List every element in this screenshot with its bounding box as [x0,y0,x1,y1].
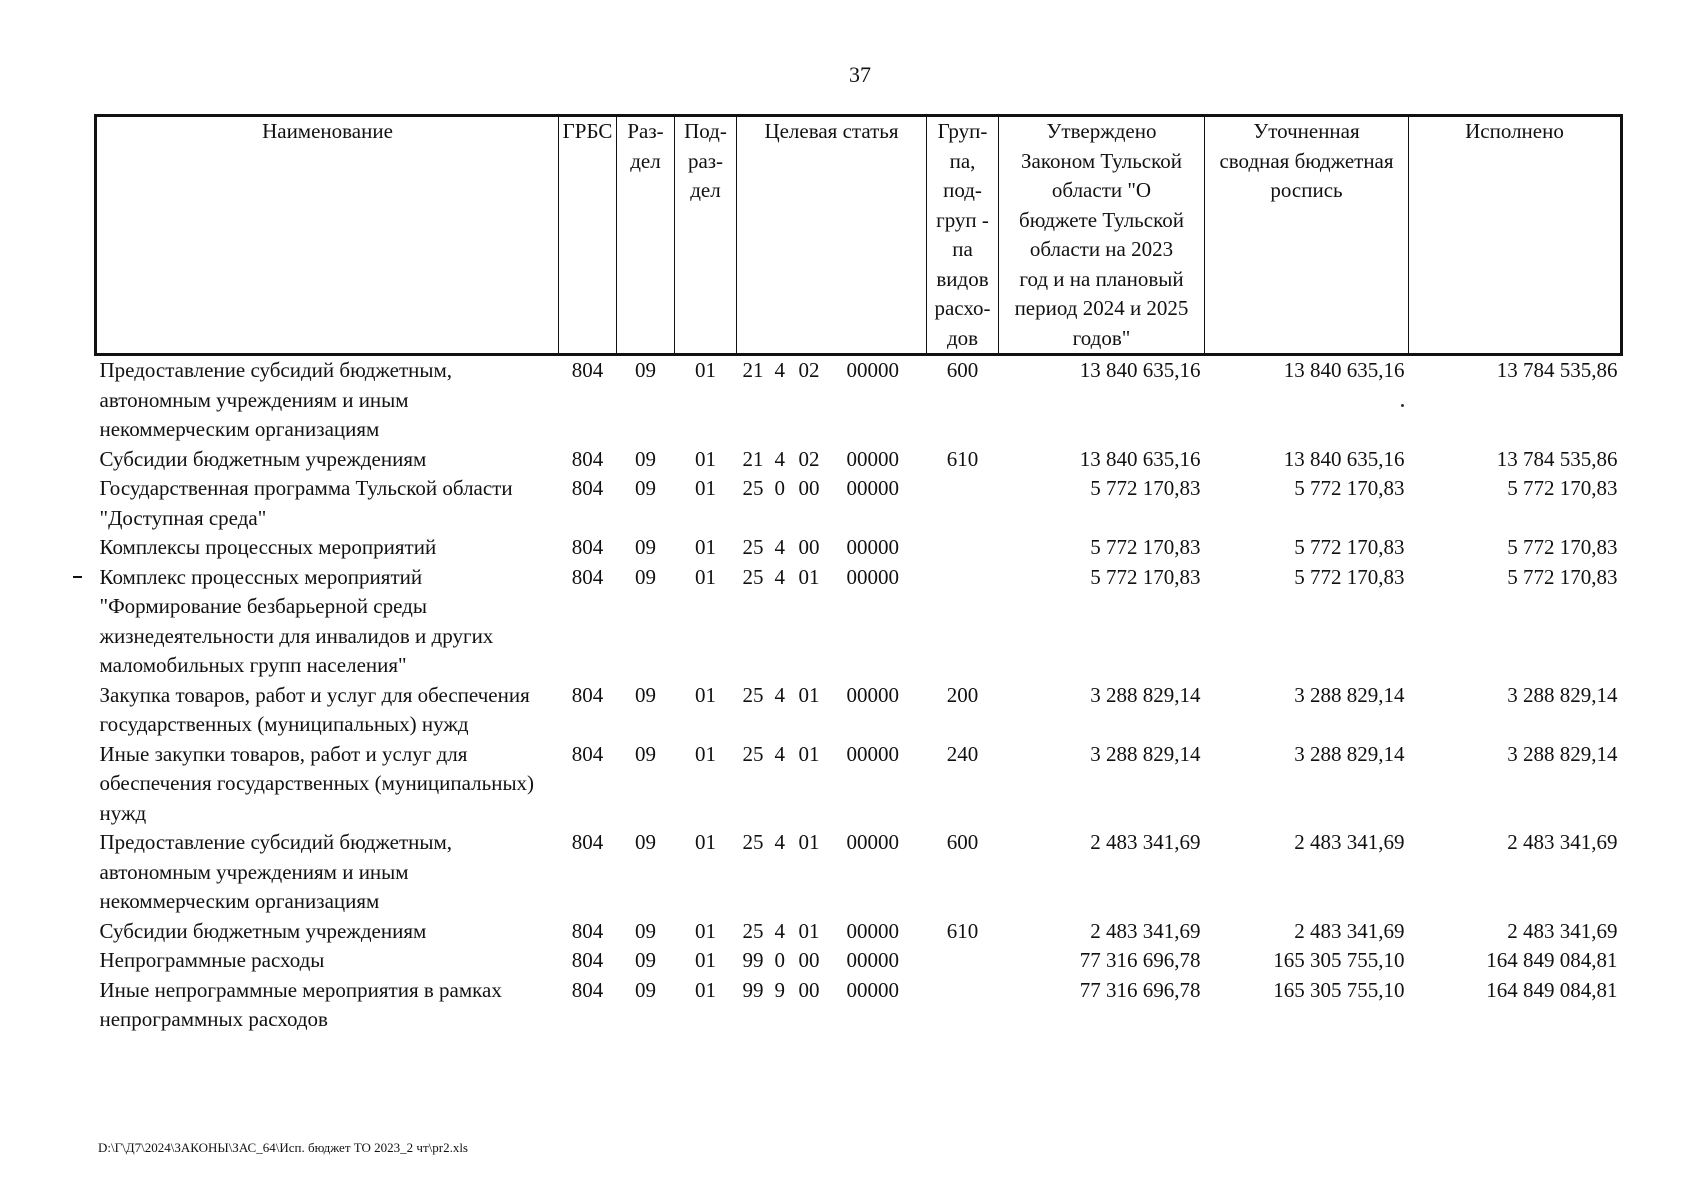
row-target-code [737,533,927,563]
target-code-part: 99 [742,977,764,1002]
target-code-part: 00000 [846,741,899,766]
target-code-part: 00 [798,535,820,559]
row-grbs: 804 [571,476,604,500]
table-row [96,681,1622,740]
row-group [927,976,999,1035]
row-podrazdel: 01 [695,476,716,500]
row-target-code [737,681,927,740]
row-refined: 5 772 170,83 [1294,535,1405,559]
row-name: Комплексы процессных мероприятий [99,535,437,559]
target-code-part: 01 [798,564,820,589]
target-code-part: 00000 [846,830,899,854]
row-podrazdel: 01 [695,948,716,972]
table-row [96,533,1622,563]
row-group: 600 [946,358,979,382]
row-razdel: 09 [635,948,656,972]
row-target-code [737,355,927,445]
header-executed: Исполнено [1409,116,1622,355]
row-approved: 5 772 170,83 [1090,476,1201,500]
table-row [96,917,1622,947]
row-refined: 2 483 341,69 [1294,830,1405,854]
row-razdel: 09 [635,830,656,854]
row-approved: 2 483 341,69 [1090,918,1201,943]
row-grbs: 804 [571,535,604,559]
target-code-part: 00000 [846,358,899,382]
row-executed: 5 772 170,83 [1507,476,1618,500]
row-group: 610 [946,918,979,943]
row-razdel: 09 [635,977,656,1002]
row-name: Государственная программа Тульской области "Доступная среда" [99,476,513,530]
table-row [96,563,1622,681]
row-group [927,474,999,533]
row-podrazdel: 01 [695,682,716,707]
row-group: 600 [946,830,979,854]
footer-file-path: D:\Г\Д7\2024\ЗАКОНЫ\ЗАС_64\Исп. бюджет ТО 2023_2 чт\pr2.xls [98,1140,468,1155]
row-razdel: 09 [635,918,656,943]
row-refined: 13 840 635,16 [1283,358,1405,382]
target-code-part: 00 [798,948,820,972]
row-name: Закупка товаров, работ и услуг для обеспечения государственных (муниципальных) нужд [99,682,530,736]
row-grbs: 804 [571,830,604,854]
header-group: Груп- па, под- груп - па видов расхо- дов [927,116,999,355]
row-refined: 2 483 341,69 [1294,918,1405,943]
table-row [96,474,1622,533]
target-code-part: 4 [774,741,785,766]
row-group [927,946,999,976]
row-podrazdel: 01 [695,977,716,1002]
row-approved: 13 840 635,16 [1079,358,1201,382]
row-approved: 77 316 696,78 [1079,977,1201,1002]
target-code-part: 4 [774,358,785,382]
row-grbs: 804 [571,446,604,471]
row-approved: 3 288 829,14 [1090,682,1201,707]
row-name: Иные закупки товаров, работ и услуг для обеспечения государственных (муниципальных) нужд [99,741,535,825]
page-number: 37 [849,62,871,87]
row-razdel: 09 [635,358,656,382]
row-grbs: 804 [571,741,604,766]
target-code-part: 9 [774,977,785,1002]
target-code-part: 01 [798,918,820,943]
row-name: Иные непрограммные мероприятия в рамках непрограммных расходов [99,977,502,1031]
target-code-part: 4 [774,446,785,471]
row-approved: 13 840 635,16 [1079,446,1201,471]
row-approved: 77 316 696,78 [1079,948,1201,972]
table-row [96,740,1622,829]
header-name: Наименование [96,116,559,355]
row-executed: 2 483 341,69 [1507,918,1618,943]
row-target-code [737,563,927,681]
row-razdel: 09 [635,446,656,471]
target-code-part: 4 [774,535,785,559]
row-target-code [737,740,927,829]
row-name: Комплекс процессных мероприятий "Формирование безбарьерной среды жизнедеятельности для инвалидов и других маломобильных групп населения" [99,564,494,677]
row-podrazdel: 01 [695,358,716,382]
target-code-part: 25 [742,564,764,589]
target-code-part: 02 [798,358,820,382]
row-executed: 13 784 535,86 [1496,446,1618,471]
margin-mark [73,576,82,578]
row-refined: 165 305 755,10 [1273,948,1405,972]
row-grbs: 804 [571,918,604,943]
row-target-code [737,976,927,1035]
row-target-code [737,946,927,976]
header-row [96,116,1622,355]
row-group: 610 [946,446,979,471]
row-target-code [737,445,927,475]
row-podrazdel: 01 [695,741,716,766]
row-group: 200 [946,682,979,707]
row-executed: 164 849 084,81 [1486,948,1618,972]
target-code-part: 4 [774,918,785,943]
row-refined: 3 288 829,14 [1294,682,1405,707]
row-executed: 13 784 535,86 [1496,358,1618,382]
target-code-part: 4 [774,564,785,589]
header-grbs: ГРБС [559,116,617,355]
row-name: Субсидии бюджетным учреждениям [99,446,427,471]
row-approved: 5 772 170,83 [1090,564,1201,589]
target-code-part: 25 [742,682,764,707]
row-group [927,563,999,681]
header-refined: Уточненная сводная бюджетная роспись [1205,116,1409,355]
target-code-part: 01 [798,682,820,707]
row-executed: 5 772 170,83 [1507,535,1618,559]
target-code-part: 00 [798,977,820,1002]
table-row [96,355,1622,445]
row-grbs: 804 [571,358,604,382]
target-code-part: 00 [798,476,820,500]
target-code-part: 25 [742,830,764,854]
table-row [96,445,1622,475]
row-razdel: 09 [635,476,656,500]
row-executed: 3 288 829,14 [1507,682,1618,707]
row-refined: 3 288 829,14 [1294,741,1405,766]
row-refined: 13 840 635,16 [1283,446,1405,471]
row-razdel: 09 [635,564,656,589]
row-grbs: 804 [571,948,604,972]
table-row [96,976,1622,1035]
header-approved: Утверждено Законом Тульской области "О бюджете Тульской области на 2023 год и на плановый период 2024 и 2025 годов" [999,116,1205,355]
target-code-part: 0 [774,476,785,500]
row-refined: 5 772 170,83 [1294,476,1405,500]
row-podrazdel: 01 [695,446,716,471]
target-code-part: 00000 [846,918,899,943]
header-razdel: Раз- дел [617,116,675,355]
table-row [96,946,1622,976]
target-code-part: 00000 [846,948,899,972]
target-code-part: 00000 [846,564,899,589]
target-code-part: 99 [742,948,764,972]
target-code-part: 25 [742,535,764,559]
target-code-part: 0 [774,948,785,972]
row-name: Предоставление субсидий бюджетным, автономным учреждениям и иным некоммерческим организациям [99,830,453,913]
row-approved: 2 483 341,69 [1090,830,1201,854]
row-podrazdel: 01 [695,564,716,589]
target-code-part: 25 [742,741,764,766]
row-executed: 164 849 084,81 [1486,977,1618,1002]
row-podrazdel: 01 [695,830,716,854]
target-code-part: 4 [774,830,785,854]
row-executed: 5 772 170,83 [1507,564,1618,589]
target-code-part: 00000 [846,682,899,707]
row-target-code [737,917,927,947]
row-refined: 5 772 170,83 [1294,564,1405,589]
row-podrazdel: 01 [695,918,716,943]
row-name: Непрограммные расходы [99,948,325,972]
row-executed: 2 483 341,69 [1507,830,1618,854]
row-name: Предоставление субсидий бюджетным, автономным учреждениям и иным некоммерческим организациям [99,358,453,441]
row-podrazdel: 01 [695,535,716,559]
table-body [96,355,1622,1035]
table-row [96,828,1622,917]
target-code-part: 00000 [846,476,899,500]
row-grbs: 804 [571,977,604,1002]
row-grbs: 804 [571,682,604,707]
row-target-code [737,474,927,533]
row-target-code [737,828,927,917]
target-code-part: 00000 [846,535,899,559]
row-refined: 165 305 755,10 [1273,977,1405,1002]
target-code-part: 01 [798,830,820,854]
target-code-part: 21 [742,446,764,471]
target-code-part: 21 [742,358,764,382]
row-name: Субсидии бюджетным учреждениям [99,918,427,943]
row-executed: 3 288 829,14 [1507,741,1618,766]
header-podrazdel: Под- раз- дел [675,116,737,355]
row-grbs: 804 [571,564,604,589]
target-code-part: 00000 [846,446,899,471]
target-code-part: 25 [742,476,764,500]
header-target: Целевая статья [737,116,927,355]
target-code-part: 25 [742,918,764,943]
row-group [927,533,999,563]
target-code-part: 4 [774,682,785,707]
budget-table [94,114,1623,1035]
target-code-part: 02 [798,446,820,471]
row-approved: 3 288 829,14 [1090,741,1201,766]
target-code-part: 00000 [846,977,899,1002]
target-code-part: 01 [798,741,820,766]
row-razdel: 09 [635,741,656,766]
row-razdel: 09 [635,535,656,559]
row-razdel: 09 [635,682,656,707]
row-group: 240 [946,741,979,766]
row-approved: 5 772 170,83 [1090,535,1201,559]
